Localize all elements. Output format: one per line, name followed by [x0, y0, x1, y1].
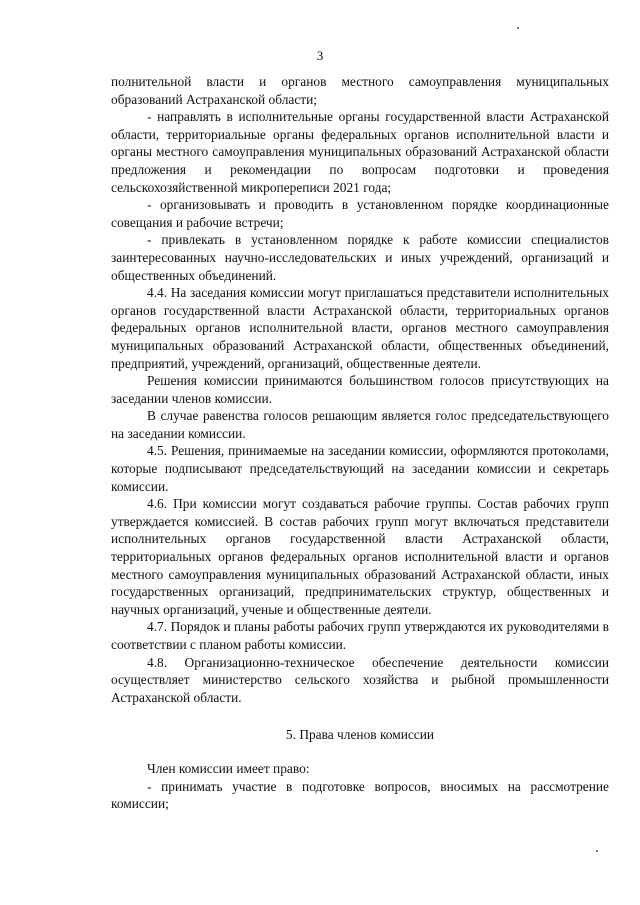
- document-body: [111, 73, 609, 813]
- paragraph-tie-vote: В случае равенства голосов решающим является голос председательствующего на заседании комиссии.: [111, 408, 609, 441]
- paragraph-4-4: 4.4. На заседания комиссии могут приглашаться представители исполнительных органов государственной власти Астраханской области, территориальных органов федеральных органов исполнительной власти, органов местного самоуправления муниципальных образований Астраханской области, общественных объединений, предприятий, учреждений, организаций, общественные деятели.: [111, 285, 609, 371]
- paragraph-4-8: 4.8. Организационно-техническое обеспечение деятельности комиссии осуществляет министерство сельского хозяйства и рыбной промышленности Астраханской области.: [111, 654, 609, 705]
- page-number: 3: [316, 48, 324, 63]
- paragraph-decisions-majority: Решения комиссии принимаются большинством голосов присутствующих на заседании членов комиссии.: [111, 373, 609, 406]
- paragraph-4-7: 4.7. Порядок и планы работы рабочих групп утверждаются их руководителями в соответствии с планом работы комиссии.: [111, 619, 609, 652]
- paragraph-member-rights-item: - принимать участие в подготовке вопросов, вносимых на рассмотрение комиссии;: [111, 778, 609, 812]
- paragraph-list-item-specialists: - привлекать в установленном порядке к работе комиссии специалистов заинтересованных научно-исследовательских и иных учреждений, организаций и общественных объединений.: [111, 232, 609, 283]
- section-title: 5. Права членов комиссии: [285, 727, 435, 743]
- paragraph-member-rights-intro: Член комиссии имеет право:: [147, 760, 310, 776]
- scan-speck: [517, 27, 519, 29]
- paragraph-continuation: полнительной власти и органов местного самоуправления муниципальных образований Астраханской области;: [111, 74, 609, 107]
- paragraph-4-5: 4.5. Решения, принимаемые на заседании комиссии, оформляются протоколами, которые подписывают председательствующий на заседании комиссии и секретарь комиссии.: [111, 443, 609, 494]
- paragraph-list-item-meetings: - организовывать и проводить в установленном порядке координационные совещания и рабочие встречи;: [111, 197, 609, 230]
- paragraph-4-6: 4.6. При комиссии могут создаваться рабочие группы. Состав рабочих групп утверждается комиссией. В состав рабочих групп могут включаться представители исполнительных органов государственной власти Астраханской области, территориальных органов федеральных органов исполнительной власти и органов местного самоуправления муниципальных образований Астраханской области, иных государственных организаций, предпринимательских структур, общественных и научных организаций, ученые и общественные деятели.: [111, 496, 609, 617]
- scan-speck: [596, 850, 598, 852]
- paragraph-list-item-proposals: - направлять в исполнительные органы государственной власти Астраханской области, территориальные органы федеральных органов исполнительной власти и органы местного самоуправления муниципальных образований Астраханской области предложения и рекомендации по вопросам подготовки и проведения сельскохозяйственной микропереписи 2021 года;: [111, 109, 609, 195]
